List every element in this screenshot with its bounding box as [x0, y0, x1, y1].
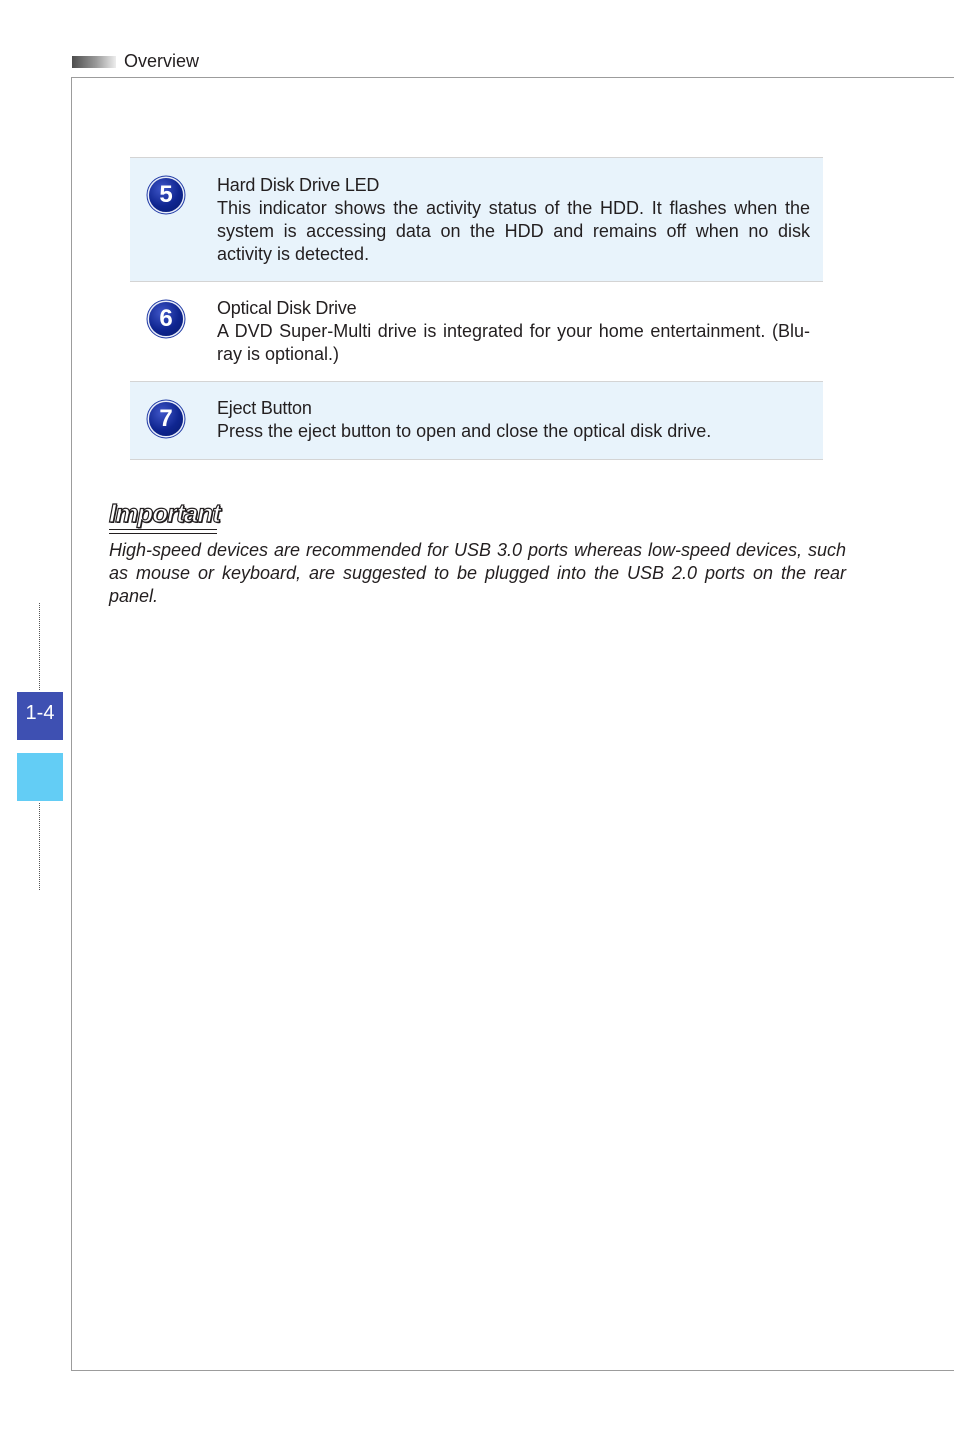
feature-row-optical-drive: [130, 282, 823, 382]
number-badge-icon: 6: [149, 302, 183, 336]
feature-title: Optical Disk Drive: [217, 298, 357, 318]
important-underline: [109, 533, 217, 534]
feature-table: [130, 157, 823, 460]
page-number-tab: 1-4: [17, 692, 63, 740]
feature-description: This indicator shows the activity status of the HDD. It flashes when the system is accessing data on the HDD and remains off when no disk activity is detected.: [217, 198, 810, 264]
section-title: Overview: [124, 51, 200, 71]
side-dotted-line: [39, 603, 40, 690]
feature-row-hdd-led: [130, 158, 823, 282]
feature-text: [217, 397, 810, 443]
page-frame-bottom-rule: [71, 1370, 954, 1371]
feature-row-eject-button: [130, 382, 823, 460]
feature-title: Hard Disk Drive LED: [217, 175, 380, 195]
page-frame-top-rule: [71, 77, 954, 78]
chapter-tab-marker: [17, 753, 63, 801]
page-frame-left-rule: [71, 77, 72, 1371]
header-gradient-bar: [72, 56, 116, 68]
feature-description: Press the eject button to open and close the optical disk drive.: [217, 421, 712, 441]
side-dotted-line: [39, 803, 40, 890]
important-note-text: High-speed devices are recommended for USB 3.0 ports whereas low-speed devices, such as mouse or keyboard, are suggested to be plugged into the USB 2.0 ports on the rear panel.: [109, 540, 846, 606]
important-underline: [109, 529, 217, 530]
feature-title: Eject Button: [217, 398, 312, 418]
feature-text: [217, 174, 810, 266]
number-badge-icon: 5: [149, 178, 183, 212]
feature-text: [217, 297, 810, 366]
number-badge-icon: 7: [149, 402, 183, 436]
feature-description: A DVD Super-Multi drive is integrated for your home entertainment. (Blu-ray is optional.): [217, 321, 810, 364]
important-heading: Important: [109, 498, 220, 528]
